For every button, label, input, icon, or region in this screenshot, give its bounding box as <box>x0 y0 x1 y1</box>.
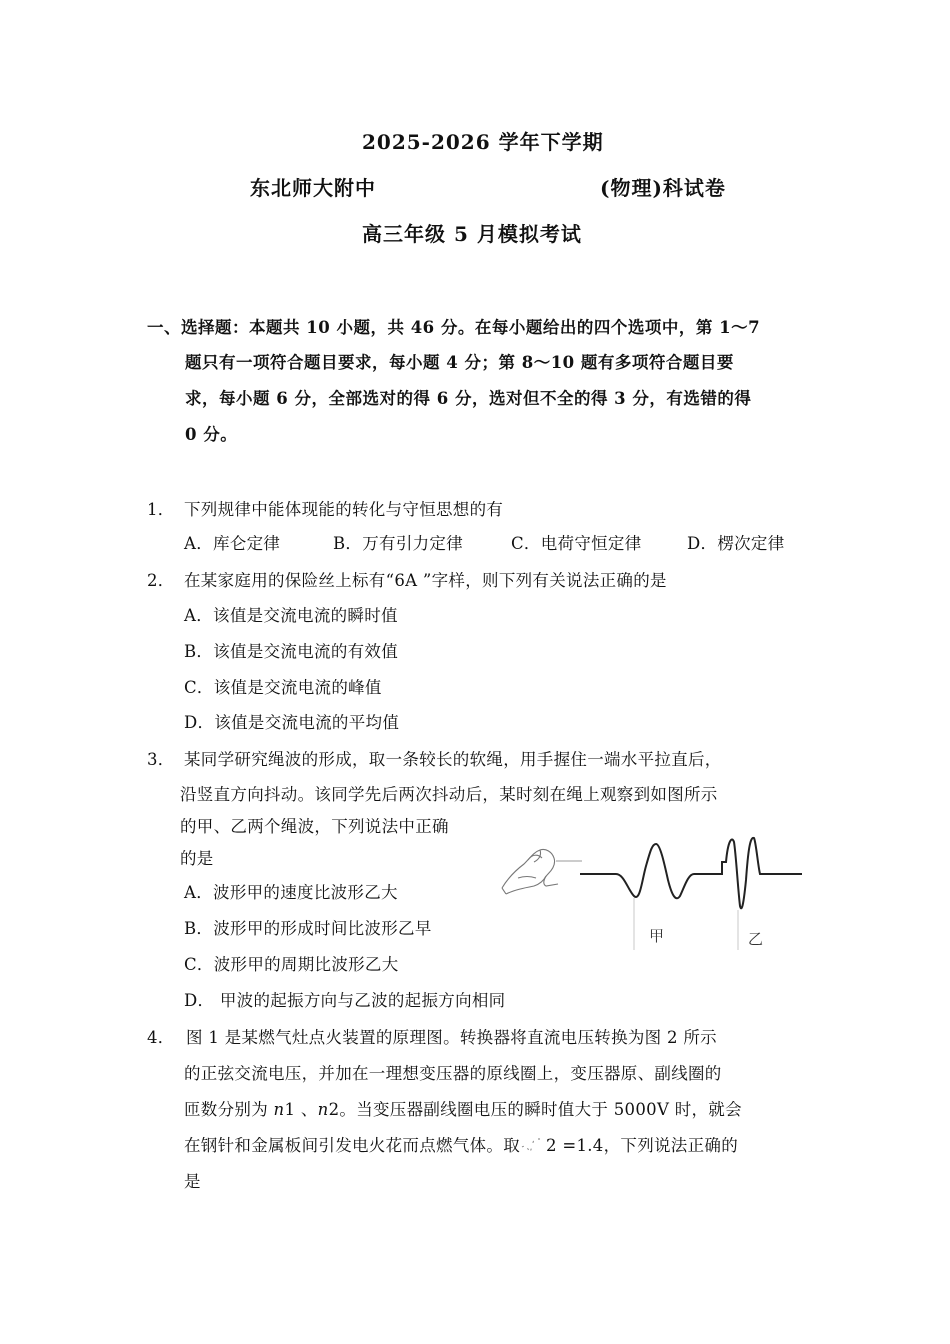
section-line: 求，每小题 6 分，全部选对的得 6 分，选对但不全的得 3 分，有选错的得 <box>185 389 752 408</box>
option-a: A．该值是交流电流的瞬时值 <box>184 606 398 625</box>
question-stem <box>184 1132 738 1156</box>
option-b: B．波形甲的形成时间比波形乙早 <box>184 919 432 938</box>
question-stem <box>184 1096 742 1120</box>
n1-symbol: n <box>273 1100 285 1119</box>
question-stem: 某同学研究绳波的形成，取一条较长的软绳，用手握住一端水平拉直后， <box>184 750 722 769</box>
sqrt-icon <box>520 1137 546 1153</box>
option-d: D． 甲波的起振方向与乙波的起振方向相同 <box>184 991 506 1010</box>
option-c: C．电荷守恒定律 <box>511 534 642 553</box>
hand-icon <box>502 849 558 894</box>
option-d: D．该值是交流电流的平均值 <box>184 713 400 732</box>
option-b: B．万有引力定律 <box>333 534 464 553</box>
question-stem: 沿竖直方向抖动。该同学先后两次抖动后，某时刻在绳上观察到如图所示 <box>180 785 718 804</box>
question-stem: 是 <box>184 1172 201 1191</box>
stem-text: 在钢针和金属板间引发电火花而点燃气体。取 <box>184 1136 520 1155</box>
sqrt-expression: 2 =1.4 <box>546 1136 604 1155</box>
exam-grade-month: 高三年级 5 月模拟考试 <box>362 222 582 246</box>
question-stem: 下列规律中能体现能的转化与守恒思想的有 <box>184 500 504 519</box>
option-b: B．该值是交流电流的有效值 <box>184 642 399 661</box>
stem-text: ，下列说法正确的 <box>603 1136 739 1155</box>
question-number: 1． <box>147 500 175 519</box>
question-stem: 的甲、乙两个绳波，下列说法中正确 <box>180 817 449 836</box>
school-name: 东北师大附中 <box>250 176 376 200</box>
n2-subscript: 2 <box>328 1100 340 1119</box>
question-number: 4． <box>147 1028 175 1047</box>
stem-text: 、 <box>295 1100 318 1119</box>
exam-subject: (物理)科试卷 <box>600 176 726 200</box>
option-d: D．楞次定律 <box>687 534 785 553</box>
option-c: C．波形甲的周期比波形乙大 <box>184 955 399 974</box>
question-stem: 的是 <box>180 849 214 868</box>
section-line: 一、选择题：本题共 10 小题，共 46 分。在每小题给出的四个选项中，第 1～7 <box>147 318 761 337</box>
stem-text: 匝数分别为 <box>184 1100 274 1119</box>
wave-a-label: 甲 <box>649 927 665 945</box>
question-number: 2． <box>147 571 175 590</box>
wave-b-label: 乙 <box>748 930 764 948</box>
exam-year-term: 2025-2026 学年下学期 <box>362 130 604 154</box>
rope-wave <box>580 838 802 908</box>
option-a: A．波形甲的速度比波形乙大 <box>184 883 398 902</box>
question-number: 3． <box>147 750 175 769</box>
question-stem: 图 1 是某燃气灶点火装置的原理图。转换器将直流电压转换为图 2 所示 <box>186 1028 717 1047</box>
section-line: 题只有一项符合题目要求，每小题 4 分；第 8～10 题有多项符合题目要 <box>185 353 734 372</box>
stem-text: 。当变压器副线圈电压的瞬时值大于 5000V 时，就会 <box>339 1100 742 1119</box>
section-line: 0 分。 <box>185 425 238 444</box>
question-stem: 在某家庭用的保险丝上标有“6A ”字样，则下列有关说法正确的是 <box>184 571 667 590</box>
n1-subscript: 1 <box>284 1100 296 1119</box>
n2-symbol: n <box>317 1100 329 1119</box>
option-c: C．该值是交流电流的峰值 <box>184 678 382 697</box>
question-stem: 的正弦交流电压，并加在一理想变压器的原线圈上，变压器原、副线圈的 <box>184 1064 722 1083</box>
option-a: A．库仑定律 <box>184 534 281 553</box>
